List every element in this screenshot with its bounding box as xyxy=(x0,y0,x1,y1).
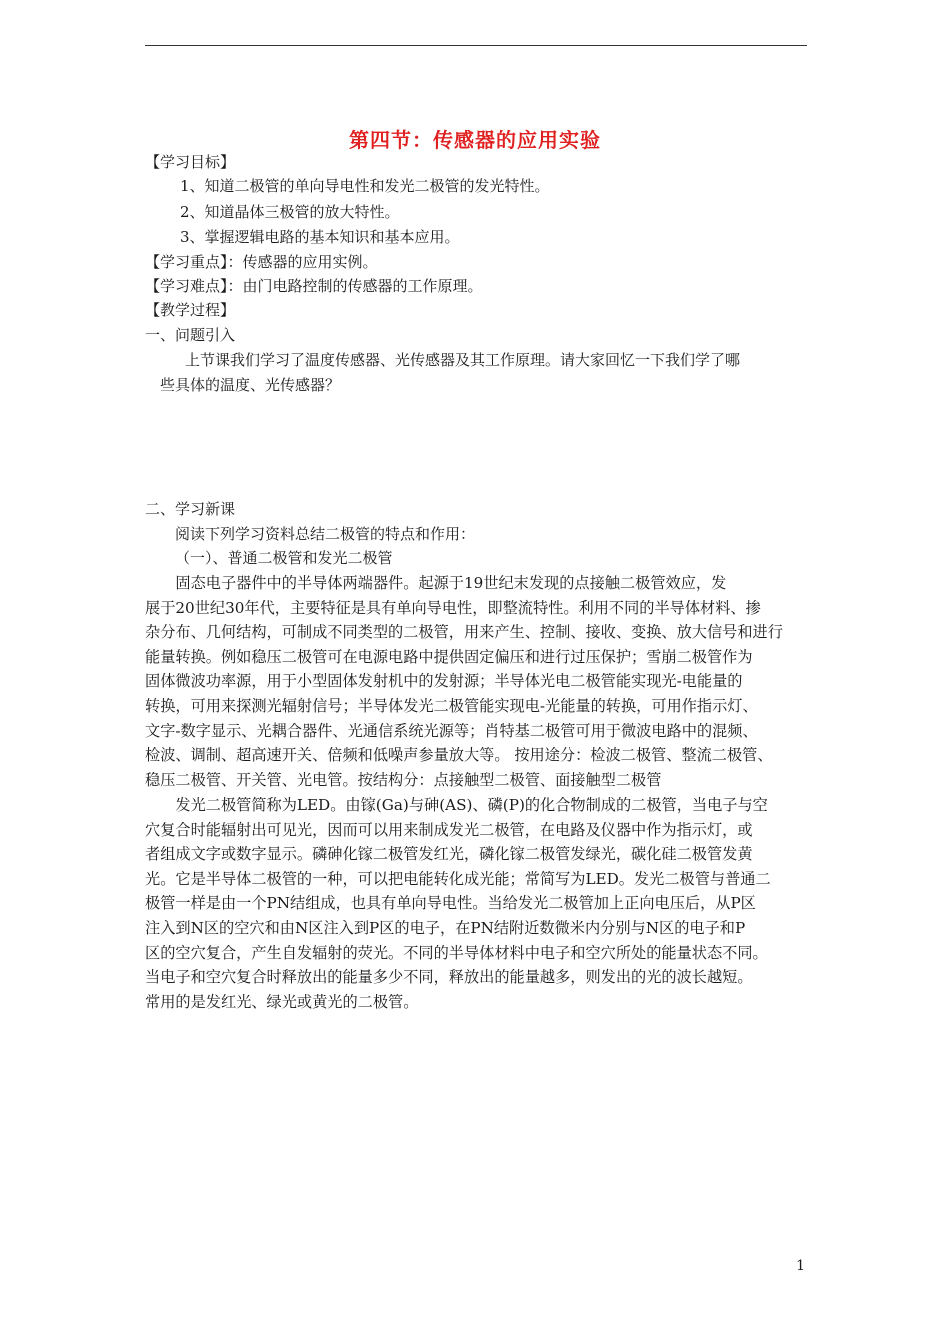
page-title: 第四节：传感器的应用实验 xyxy=(349,128,601,152)
paragraph-line: 注入到N区的空穴和由N区注入到P区的电子，在PN结附近数微米内分别与N区的电子和P xyxy=(145,918,746,937)
section2-intro: 阅读下列学习资料总结二极管的特点和作用： xyxy=(175,525,476,543)
section2-subheading: （一）、普通二极管和发光二极管 xyxy=(175,549,393,567)
paragraph-line: 检波、调制、超高速开关、倍频和低噪声参量放大等。 按用途分：检波二极管、整流二极管、 xyxy=(145,746,773,765)
paragraph-line: 杂分布、几何结构，可制成不同类型的二极管，用来产生、控制、接收、变换、放大信号和进行 xyxy=(145,623,783,642)
paragraph-line: 当电子和空穴复合时释放出的能量多少不同，释放出的能量越多，则发出的光的波长越短。 xyxy=(145,968,753,987)
paragraph-line: 稳压二极管、开关管、光电管。按结构分：点接触型二极管、面接触型二极管 xyxy=(145,770,662,789)
paragraph-line: 区的空穴复合，产生自发辐射的荧光。不同的半导体材料中电子和空穴所处的能量状态不同。 xyxy=(145,943,768,962)
paragraph-led xyxy=(145,793,807,1014)
objective-item: 2、知道晶体三极管的放大特性。 xyxy=(180,203,400,221)
header-rule xyxy=(145,45,807,46)
page-number: 1 xyxy=(796,1258,805,1274)
objective-item: 3、掌握逻辑电路的基本知识和基本应用。 xyxy=(180,228,460,246)
paragraph-line: 光。它是半导体二极管的一种，可以把电能转化成光能；常简写为LED。发光二极管与普通二 xyxy=(145,869,771,888)
section1-text: 上节课我们学习了温度传感器、光传感器及其工作原理。请大家回忆一下我们学了哪 xyxy=(185,351,741,369)
paragraph-line: 展于20世纪30年代，主要特征是具有单向导电性，即整流特性。利用不同的半导体材料、掺 xyxy=(145,598,761,617)
paragraph-diode xyxy=(145,571,807,792)
key-point: 【学习重点】：传感器的应用实例。 xyxy=(145,253,378,271)
paragraph-line: 能量转换。例如稳压二极管可在电源电路中提供固定偏压和进行过压保护；雪崩二极管作为 xyxy=(145,647,753,666)
process-heading: 【教学过程】 xyxy=(145,301,236,319)
paragraph-line: 固体微波功率源，用于小型固体发射机中的发射源；半导体光电二极管能实现光-电能量的 xyxy=(145,672,743,691)
objectives-heading: 【学习目标】 xyxy=(145,153,236,171)
section2-heading: 二、学习新课 xyxy=(145,500,236,518)
paragraph-line: 文字-数字显示、光耦合器件、光通信系统光源等；肖特基二极管可用于微波电路中的混频、 xyxy=(145,721,758,740)
paragraph-line: 极管一样是由一个PN结组成，也具有单向导电性。当给发光二极管加上正向电压后，从P区 xyxy=(145,894,756,913)
paragraph-line: 转换，可用来探测光辐射信号；半导体发光二极管能实现电-光能量的转换，可用作指示灯、 xyxy=(145,696,758,715)
paragraph-line: 者组成文字或数字显示。磷砷化镓二极管发红光，磷化镓二极管发绿光，碳化硅二极管发黄 xyxy=(145,845,753,864)
section1-text: 些具体的温度、光传感器？ xyxy=(160,376,341,394)
difficulty: 【学习难点】：由门电路控制的传感器的工作原理。 xyxy=(145,277,483,295)
paragraph-line: 固态电子器件中的半导体两端器件。起源于19世纪末发现的点接触二极管效应，发 xyxy=(145,574,727,592)
paragraph-line: 发光二极管简称为LED。由镓(Ga)与砷(AS)、磷(P)的化合物制成的二极管，当电子与空 xyxy=(145,796,768,814)
paragraph-line: 穴复合时能辐射出可见光，因而可以用来制成发光二极管，在电路及仪器中作为指示灯，或 xyxy=(145,820,753,839)
objective-item: 1、知道二极管的单向导电性和发光二极管的发光特性。 xyxy=(180,177,550,195)
section1-heading: 一、问题引入 xyxy=(145,326,236,344)
paragraph-line: 常用的是发红光、绿光或黄光的二极管。 xyxy=(145,992,419,1011)
